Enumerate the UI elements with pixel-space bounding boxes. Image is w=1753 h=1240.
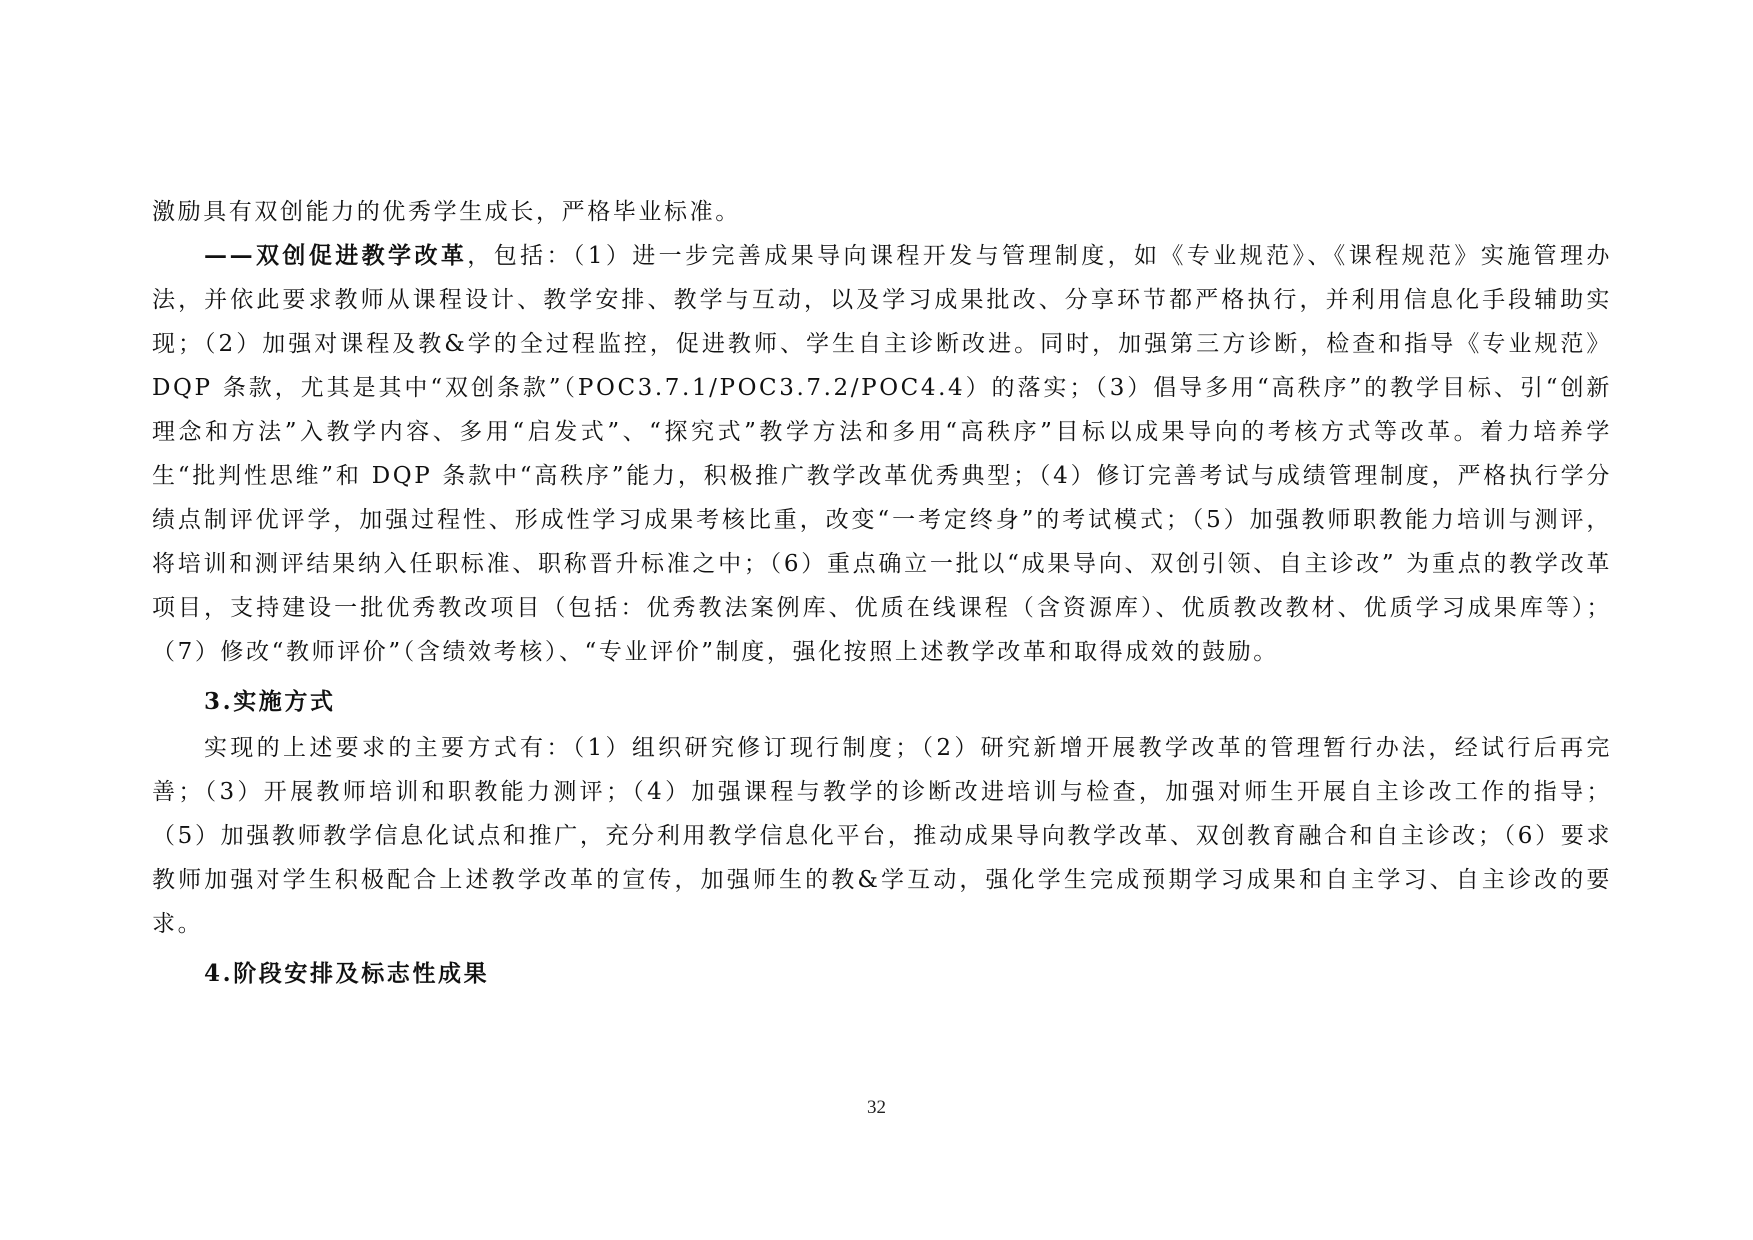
document-body xyxy=(152,190,1612,998)
paragraph-implementation xyxy=(152,726,1612,946)
paragraph-continued-text: 激励具有双创能力的优秀学生成长，严格毕业标准。 xyxy=(152,199,741,225)
section-heading-4: 4.阶段安排及标志性成果 xyxy=(204,960,490,987)
paragraph-teaching-reform xyxy=(152,234,1612,674)
paragraph-continued xyxy=(152,190,1612,234)
section-lead-bold: ——双创促进教学改革 xyxy=(204,242,468,269)
page-number: 32 xyxy=(867,1097,886,1118)
paragraph-teaching-reform-text: ，包括：（1）进一步完善成果导向课程开发与管理制度，如《专业规范》、《课程规范》实施管理办法，并依此要求教师从课程设计、教学安排、教学与互动，以及学习成果批改、分享环节都严格执行，并利用信息化手段辅助实现；（2）加强对课程及教&学的全过程监控，促进教师、学生自主诊断改进。同时，加强第三方诊断，检查和指导《专业规范》DQP 条款，尤其是其中“双创条款”（POC3.7.1/POC3.7.2/POC4.4）的落实；（3）倡导多用“高秩序”的教学目标、引“创新理念和方法”入教学内容、多用“启发式”、“探究式”教学方法和多用“高秩序”目标以成果导向的考核方式等改革。着力培养学生“批判性思维”和 DQP 条款中“高秩序”能力，积极推广教学改革优秀典型；（4）修订完善考试与成绩管理制度，严格执行学分绩点制评优评学，加强过程性、形成性学习成果考核比重，改变“一考定终身”的考试模式；（5）加强教师职教能力培训与测评，将培训和测评结果纳入任职标准、职称晋升标准之中；（6）重点确立一批以“成果导向、双创引领、自主诊改” 为重点的教学改革项目，支持建设一批优秀教改项目（包括：优秀教法案例库、优质在线课程（含资源库）、优质教改教材、优质学习成果库等）；（7）修改“教师评价”（含绩效考核）、“专业评价”制度，强化按照上述教学改革和取得成效的鼓励。 xyxy=(152,243,1612,665)
paragraph-implementation-text: 实现的上述要求的主要方式有：（1）组织研究修订现行制度；（2）研究新增开展教学改革的管理暂行办法，经试行后再完善；（3）开展教师培训和职教能力测评；（4）加强课程与教学的诊断改进培训与检查，加强对师生开展自主诊改工作的指导；（5）加强教师教学信息化试点和推广，充分利用教学信息化平台，推动成果导向教学改革、双创教育融合和自主诊改；（6）要求教师加强对学生积极配合上述教学改革的宣传，加强师生的教&学互动，强化学生完成预期学习成果和自主学习、自主诊改的要求。 xyxy=(152,735,1612,937)
section-heading-3: 3.实施方式 xyxy=(204,688,336,715)
